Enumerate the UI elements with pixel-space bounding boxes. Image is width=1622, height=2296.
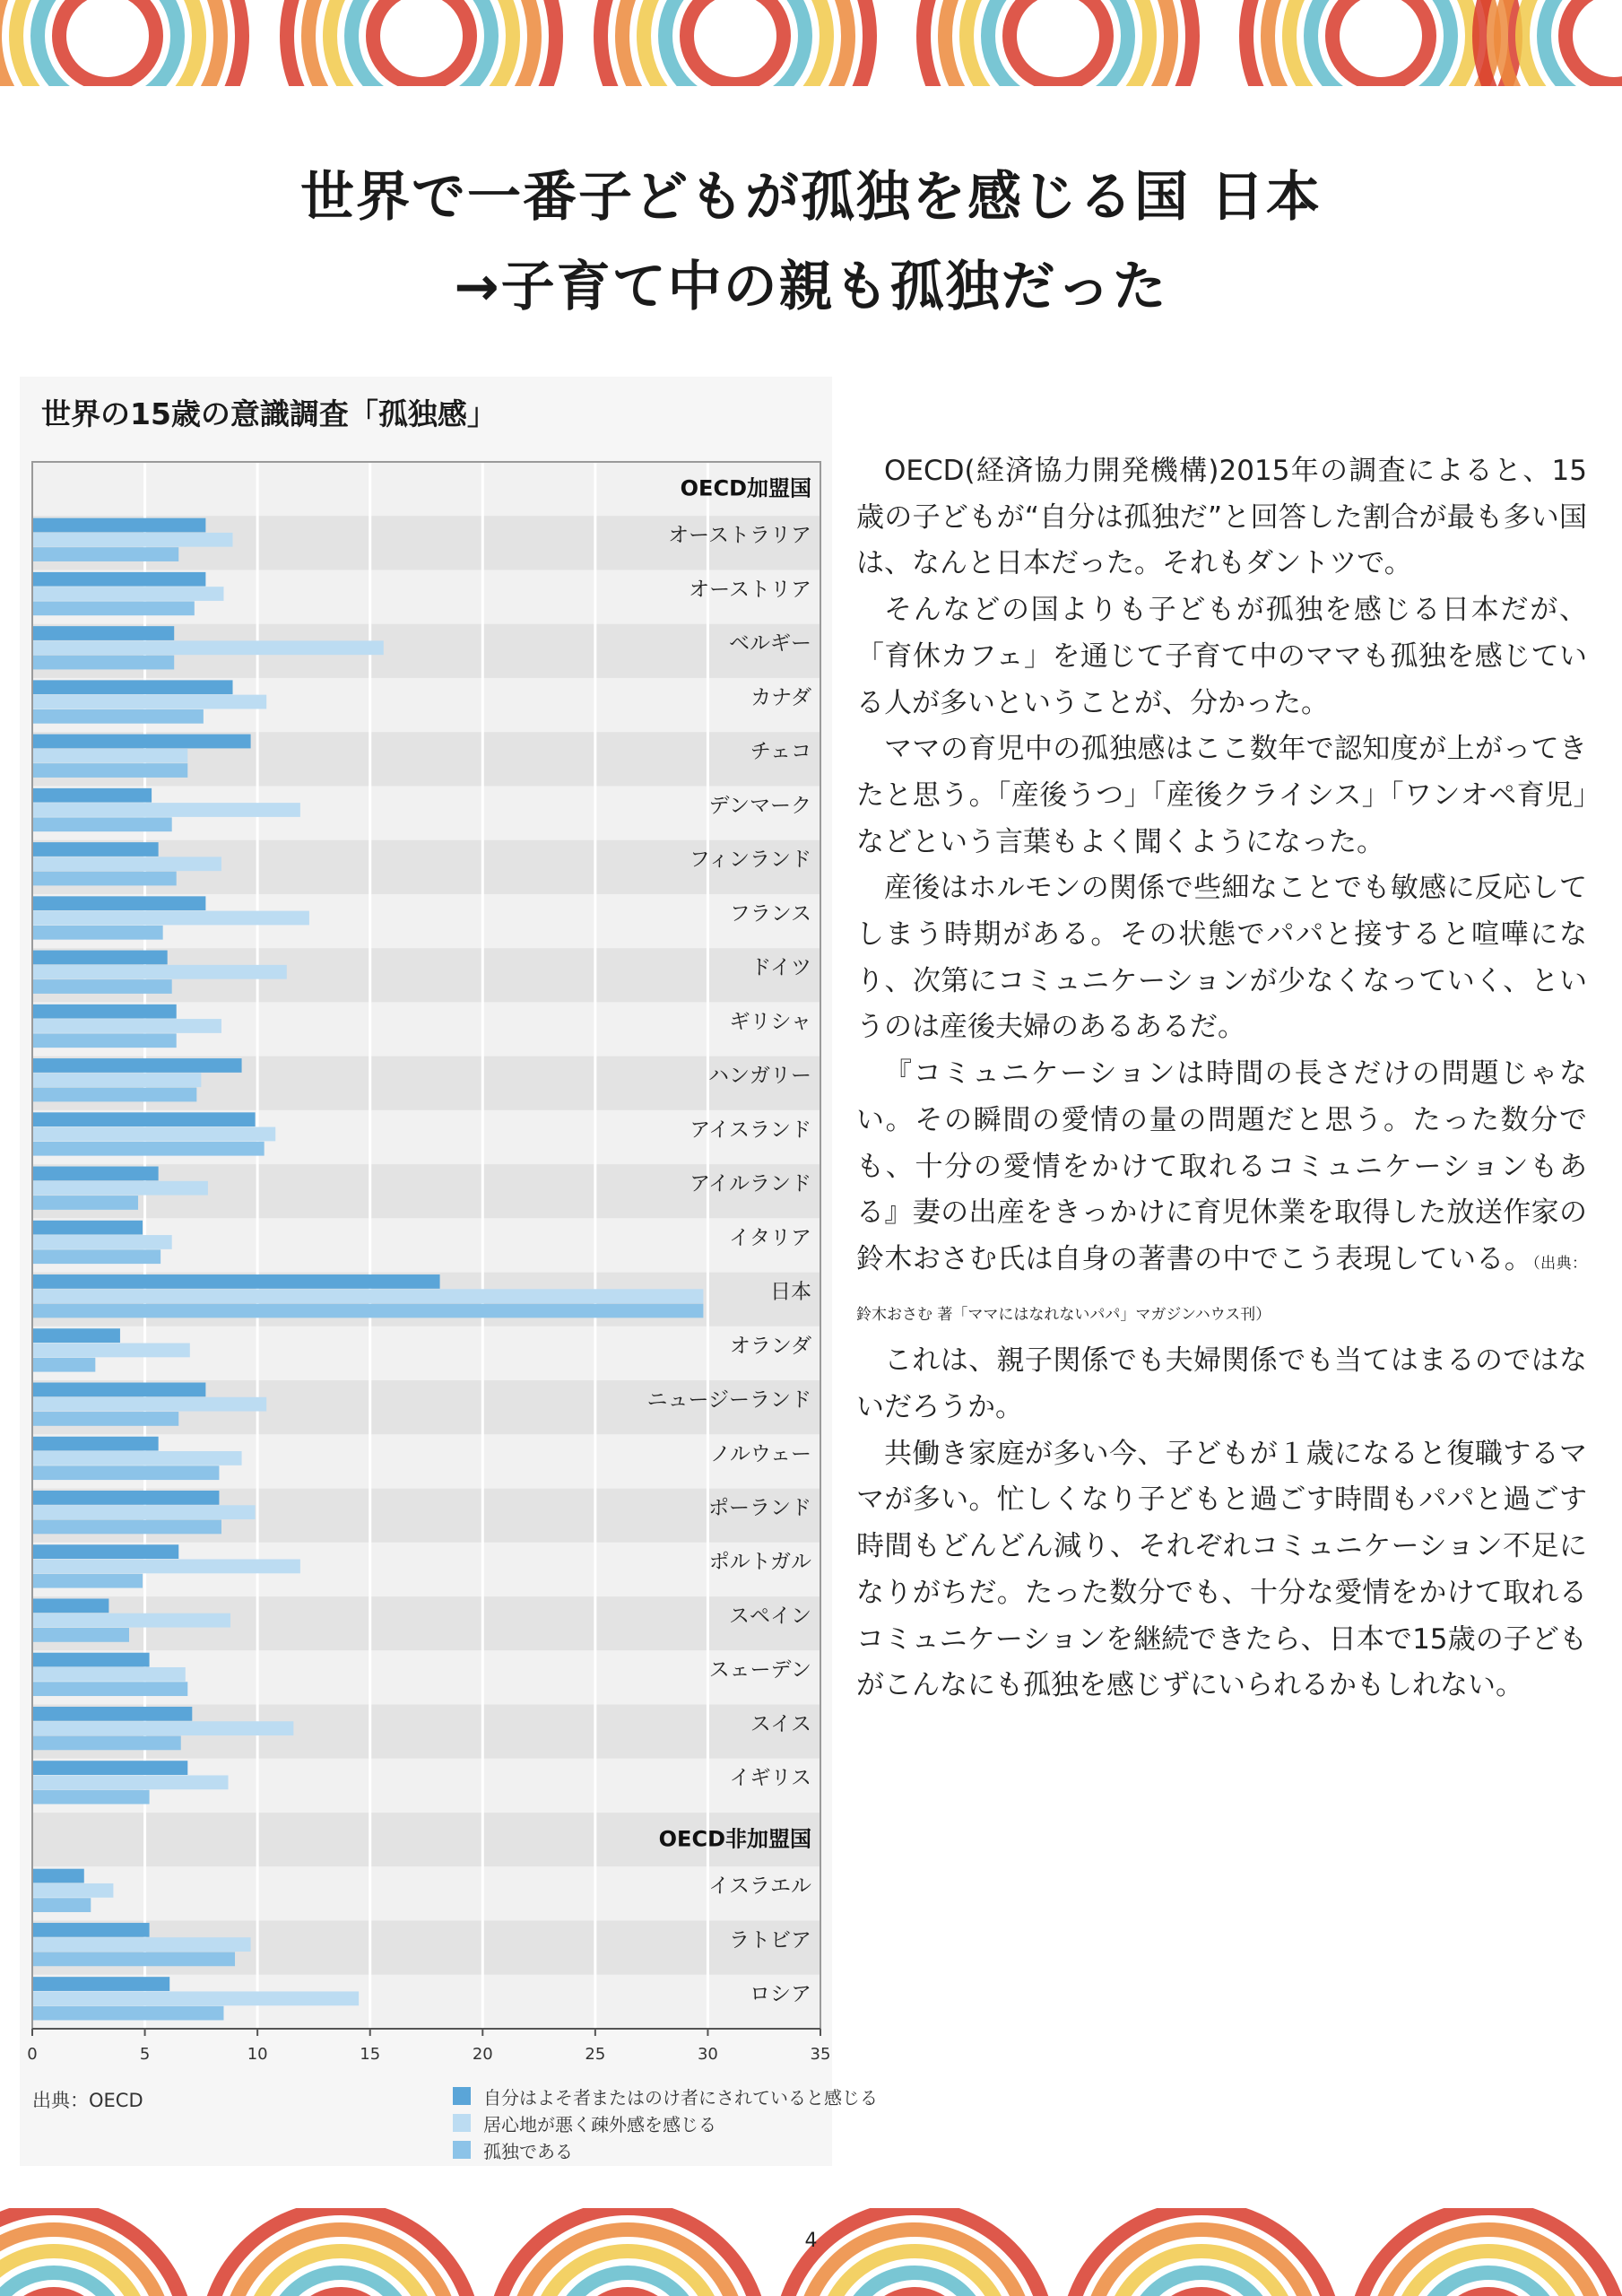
- group-label: OECD加盟国: [680, 475, 811, 501]
- bar-series3: [32, 1952, 235, 1966]
- bar-series2: [32, 803, 300, 817]
- legend-label-series1: 自分はよそ者またはのけ者にされていると感じる: [483, 2086, 878, 2109]
- legend-swatch-series2: [453, 2114, 471, 2132]
- chart-heading: 世界の15歳の意識調査「孤独感」: [41, 396, 497, 431]
- bar-series3: [32, 1465, 219, 1480]
- bar-series1: [32, 626, 174, 640]
- bar-series2: [32, 1991, 359, 2005]
- category-label: ハンガリー: [708, 1064, 811, 1088]
- bar-series3: [32, 1898, 91, 1912]
- bar-series1: [32, 951, 168, 965]
- bar-series2: [32, 695, 266, 709]
- bar-series3: [32, 1735, 181, 1750]
- bar-series1: [32, 896, 205, 910]
- category-label: 日本: [770, 1280, 811, 1304]
- x-tick-label: 35: [810, 2045, 831, 2064]
- category-label: スペイン: [729, 1604, 811, 1628]
- category-label: スェーデン: [708, 1658, 811, 1683]
- bar-series1: [32, 1328, 120, 1343]
- bar-series3: [32, 1196, 138, 1210]
- bar-series3: [32, 1682, 187, 1696]
- bar-series3: [32, 817, 172, 831]
- article-paragraph-2: そんなどの国よりも子どもが孤独を感じる日本だが、「育休カフェ」を通じて子育て中のママも孤独を感じている人が多いということが、分かった。: [856, 594, 1587, 719]
- x-tick-label: 25: [585, 2045, 606, 2064]
- legend-swatch-series1: [453, 2087, 471, 2105]
- bar-series1: [32, 1491, 219, 1505]
- bar-series3: [32, 656, 174, 670]
- bar-series3: [32, 601, 195, 615]
- bar-series1: [32, 1923, 150, 1937]
- bar-series2: [32, 1344, 190, 1358]
- bar-series2: [32, 1289, 703, 1303]
- bar-series2: [32, 1127, 275, 1142]
- x-tick-label: 5: [139, 2045, 151, 2064]
- legend-label-series2: 居心地が悪く疎外感を感じる: [483, 2113, 716, 2135]
- bar-series2: [32, 911, 309, 926]
- chart-legend: [453, 2083, 878, 2163]
- legend-item-series3: [453, 2136, 878, 2163]
- article-paragraph-4: 産後はホルモンの関係で些細なことでも敏感に反応してしまう時期がある。その状態でパパと接すると喧嘩になり、次第にコミュニケーションが少なくなっていく、というのは産後夫婦のあるあるだ。: [856, 872, 1587, 1044]
- bar-series3: [32, 547, 178, 561]
- bar-series2: [32, 1883, 113, 1898]
- bar-series1: [32, 735, 251, 749]
- category-label: ポルトガル: [708, 1550, 811, 1574]
- bar-series2: [32, 1775, 228, 1789]
- bar-series1: [32, 1761, 187, 1775]
- category-label: イタリア: [729, 1226, 811, 1250]
- bar-series1: [32, 1221, 143, 1235]
- category-label: フィンランド: [689, 848, 811, 872]
- legend-label-series3: 孤独である: [483, 2140, 573, 2162]
- bar-series1: [32, 572, 205, 587]
- category-label: イギリス: [729, 1766, 811, 1790]
- x-tick-label: 30: [697, 2045, 718, 2064]
- bar-series2: [32, 1505, 256, 1519]
- bar-series1: [32, 1869, 84, 1883]
- bar-series3: [32, 709, 204, 724]
- legend-item-series1: [453, 2083, 878, 2109]
- category-label: オランダ: [729, 1334, 811, 1358]
- category-label: ドイツ: [750, 956, 811, 980]
- bar-series1: [32, 680, 233, 694]
- bar-series3: [32, 1358, 95, 1372]
- bar-series2: [32, 749, 187, 763]
- category-label: ポーランド: [708, 1496, 811, 1520]
- bar-series1: [32, 1544, 178, 1559]
- bar-series3: [32, 2006, 223, 2021]
- bar-series1: [32, 1437, 159, 1451]
- bar-series3: [32, 1628, 129, 1642]
- article-paragraph-5: [856, 1051, 1587, 1338]
- category-label: アイルランド: [690, 1172, 811, 1196]
- article-paragraph-1: OECD(経済協力開発機構)2015年の調査によると、15歳の子どもが“自分は孤独だ”と回答した割合が最も多い国は、なんと日本だった。それもダントツで。: [856, 455, 1587, 580]
- title-line-2: →子育て中の親も孤独だった: [454, 256, 1168, 318]
- bar-series3: [32, 763, 187, 778]
- legend-item-series2: [453, 2109, 878, 2136]
- bar-series1: [32, 1977, 169, 1991]
- bar-series2: [32, 640, 384, 655]
- category-label: チェコ: [750, 740, 811, 764]
- x-tick-label: 20: [472, 2045, 493, 2064]
- bar-series2: [32, 1181, 208, 1196]
- bar-series1: [32, 1058, 242, 1073]
- group-label: OECD非加盟国: [658, 1826, 811, 1852]
- bar-series2: [32, 1073, 201, 1087]
- bar-series1: [32, 1004, 177, 1019]
- bar-series2: [32, 1937, 251, 1952]
- x-tick-label: 10: [247, 2045, 268, 2064]
- bar-series3: [32, 1249, 160, 1264]
- article-paragraph-7: 共働き家庭が多い今、子どもが１歳になると復職するママが多い。忙しくなり子どもと過ごす時間もパパと過ごす時間もどんどん減り、それぞれコミュニケーション不足になりがちだ。たった数分でも、十分な愛情をかけて取れるコミュニケーションを継続できたら、日本で15歳の子どもがこんなにも孤独を感じずにいられるかもしれない。: [856, 1437, 1587, 1702]
- category-label: ロシア: [750, 1982, 811, 2006]
- bar-series3: [32, 979, 172, 994]
- bar-series2: [32, 1451, 242, 1465]
- category-label: デンマーク: [708, 794, 811, 818]
- bar-series3: [32, 1088, 196, 1102]
- category-label: ニュージーランド: [646, 1388, 811, 1413]
- bar-series1: [32, 842, 159, 857]
- category-label: オーストラリア: [668, 524, 811, 548]
- bar-series1: [32, 788, 152, 803]
- article-paragraph-6: これは、親子関係でも夫婦関係でも当てはまるのではないだろうか。: [856, 1344, 1587, 1424]
- bar-series3: [32, 1574, 143, 1588]
- rainbow-arcs-bottom: [0, 2208, 1622, 2296]
- bar-series2: [32, 1613, 230, 1628]
- category-label: オーストリア: [689, 578, 811, 602]
- legend-swatch-series3: [453, 2141, 471, 2159]
- bar-series1: [32, 1383, 205, 1397]
- category-label: カナダ: [750, 685, 811, 709]
- category-label: ギリシャ: [729, 1010, 811, 1034]
- x-tick-label: 0: [27, 2045, 38, 2064]
- bar-series1: [32, 1653, 150, 1667]
- bar-series2: [32, 1019, 221, 1033]
- bar-series2: [32, 1397, 266, 1412]
- bar-series2: [32, 587, 223, 601]
- bar-series2: [32, 965, 287, 979]
- category-label: ラトビア: [729, 1928, 811, 1952]
- bar-series3: [32, 1520, 221, 1535]
- bar-series1: [32, 1112, 256, 1126]
- bar-series3: [32, 1412, 178, 1426]
- bar-series3: [32, 1033, 177, 1048]
- bar-series1: [32, 518, 205, 533]
- bar-series1: [32, 1598, 108, 1613]
- bar-series2: [32, 1721, 293, 1735]
- category-label: フランス: [729, 901, 811, 926]
- title-line-1: 世界で一番子どもが孤独を感じる国 日本: [300, 166, 1322, 229]
- category-label: アイスランド: [690, 1118, 811, 1142]
- bar-series3: [32, 872, 177, 886]
- bar-series1: [32, 1274, 440, 1289]
- bar-series2: [32, 1235, 172, 1249]
- category-label: イスラエル: [708, 1874, 811, 1899]
- bar-series3: [32, 1142, 265, 1156]
- bar-series1: [32, 1707, 192, 1721]
- plot-row-band: [32, 1866, 820, 1920]
- bar-series2: [32, 1560, 300, 1574]
- article-citation: （出典：鈴木おさむ 著「ママにはなれないパパ」マガジンハウス刊）: [856, 1254, 1588, 1324]
- bar-series2: [32, 533, 233, 547]
- bar-series1: [32, 1167, 159, 1181]
- bar-series3: [32, 1304, 703, 1318]
- x-tick-label: 15: [360, 2045, 381, 2064]
- article-body: [856, 448, 1587, 1709]
- bar-series3: [32, 926, 163, 940]
- article-paragraph-3: ママの育児中の孤独感はここ数年で認知度が上がってきたと思う。「産後うつ」「産後クライシス」「ワンオペ育児」などという言葉もよく聞くようになった。: [856, 733, 1587, 858]
- bar-series2: [32, 1667, 186, 1682]
- bar-series2: [32, 857, 221, 871]
- category-label: ノルウェー: [709, 1442, 811, 1466]
- page-number: 4: [804, 2230, 818, 2252]
- bottom-decorative-band: [0, 2208, 1622, 2296]
- article-paragraph-5-text: 『コミュニケーションは時間の長さだけの問題じゃない。その瞬間の愛情の量の問題だと思う。たった数分でも、十分の愛情をかけて取れるコミュニケーションもある』妻の出産をきっかけに育児休業を取得した放送作家の鈴木おさむ氏は自身の著書の中でこう表現している。: [856, 1057, 1587, 1275]
- category-label: スイス: [750, 1712, 811, 1736]
- bar-series3: [32, 1790, 150, 1805]
- chart-source-note: 出典：OECD: [32, 2090, 143, 2111]
- category-label: ベルギー: [729, 631, 811, 656]
